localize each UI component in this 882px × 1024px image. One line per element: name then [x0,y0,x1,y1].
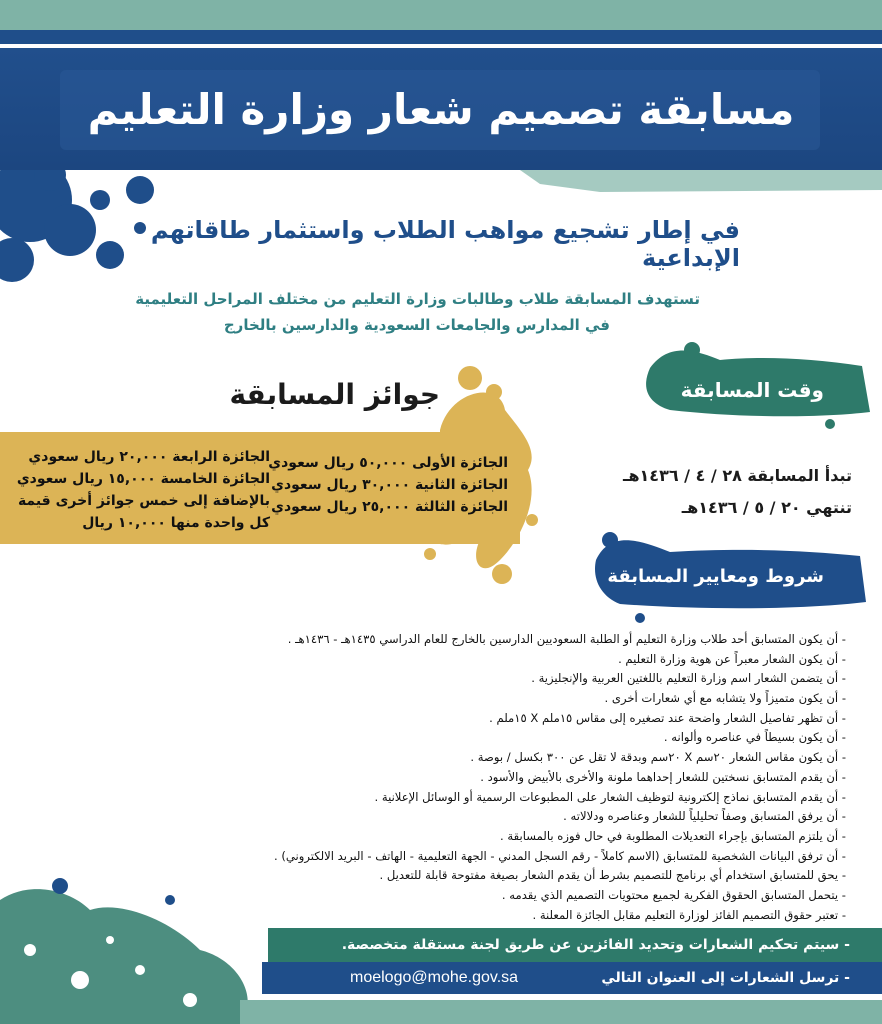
prize-line: بالإضافة إلى خمس جوائز أخرى قيمة [17,493,270,509]
prize-line: الجائزة الرابعة ٢٠,٠٠٠ ريال سعودي [28,449,270,465]
list-item: - أن يتضمن الشعار اسم وزارة التعليم باللغتين العربية والإنجليزية . [531,671,846,686]
conditions-heading: شروط ومعايير المسابقة [607,566,824,587]
prize-line: الجائزة الخامسة ١٥,٠٠٠ ريال سعودي [16,471,270,487]
time-heading: وقت المسابقة [680,378,824,402]
start-date: تبدأ المسابقة ٢٨ / ٤ / ١٤٣٦هـ [622,466,852,485]
conditions-list [110,630,846,925]
prizes-column-b [14,446,270,534]
list-item: - أن يقدم المتسابق نسختين للشعار إحداهما ملونة والأخرى بالأبيض والأسود . [480,769,846,784]
intro-line-1: تستهدف المسابقة طلاب وطالبات وزارة التعليم من مختلف المراحل التعليمية [135,290,700,308]
footer-teal-band [240,1000,882,1024]
list-item: - تعتبر حقوق التصميم الفائز لوزارة التعليم مقابل الجائزة المعلنة . [532,907,846,922]
header-navy-strip [0,30,882,44]
list-item: - أن يكون الشعار معبراً عن هوية وزارة التعليم . [618,651,846,666]
list-item: - أن ترفق البيانات الشخصية للمتسابق (الاسم كاملاً - رقم السجل المدني - الجهة التعليمية - الهاتف - البريد الالكتروني) . [273,848,846,863]
prizes-heading: جوائز المسابقة [229,378,440,411]
intro-line-2: في المدارس والجامعات السعودية والدارسين بالخارج [223,316,610,334]
list-item: - أن يقدم المتسابق نماذج إلكترونية لتوظيف الشعار على المطبوعات الرسمية أو الوسائل الإعلانية . [374,789,846,804]
list-item: - يحق للمتسابق استخدام أي برنامج للتصميم بشرط أن يقدم الشعار بصيغة مفتوحة قابلة للتعديل . [379,868,846,883]
prize-line: الجائزة الأولى ٥٠,٠٠٠ ريال سعودي [268,455,508,471]
prize-line: الجائزة الثالثة ٢٥,٠٠٠ ريال سعودي [271,499,508,515]
list-item: - أن تظهر تفاصيل الشعار واضحة عند تصغيره إلى مقاس ١٥ملم X ١٥ملم . [489,710,846,725]
list-item: - أن يكون بسيطاً في عناصره وألوانه . [663,730,846,745]
contact-email[interactable]: moelogo@mohe.gov.sa [350,969,519,986]
list-item: - يتحمل المتسابق الحقوق الفكرية لجميع محتويات التصميم الذي يقدمه . [501,887,846,902]
judging-note: - سيتم تحكيم الشعارات وتحديد الفائزين عن طريق لجنة مستقلة متخصصة. [341,937,850,953]
prize-line: الجائزة الثانية ٣٠,٠٠٠ ريال سعودي [271,477,508,493]
prizes-column-a [268,452,508,518]
send-label: - ترسل الشعارات إلى العنوان التالي [601,970,850,986]
list-item: - أن يلتزم المتسابق بإجراء التعديلات المطلوبة في حال فوزه بالمسابقة . [500,828,846,843]
header-teal-band [0,0,882,30]
list-item: - أن يكون مقاس الشعار ٢٠سم X ٢٠سم وبدقة لا تقل عن ٣٠٠ بكسل / بوصة . [470,750,846,765]
list-item: - أن يرفق المتسابق وصفاً تحليلياً للشعار وعناصره ودلالاته . [563,809,846,824]
list-item: - أن يكون متميزاً ولا يتشابه مع أي شعارات أخرى . [604,691,846,706]
prize-line: كل واحدة منها ١٠,٠٠٠ ريال [82,515,270,531]
end-date: تنتهي ٢٠ / ٥ / ١٤٣٦هـ [681,498,852,517]
competition-dates [600,460,852,524]
subtitle: في إطار تشجيع مواهب الطلاب واستثمار طاقاتهم الإبداعية [150,216,740,272]
page-title: مسابقة تصميم شعار وزارة التعليم [87,85,795,134]
list-item: - أن يكون المتسابق أحد طلاب وزارة التعليم أو الطلبة السعوديين الدارسين بالخارج للعام الدراسي ١٤٣٥هـ - ١٤٣٦هـ . [287,632,846,646]
